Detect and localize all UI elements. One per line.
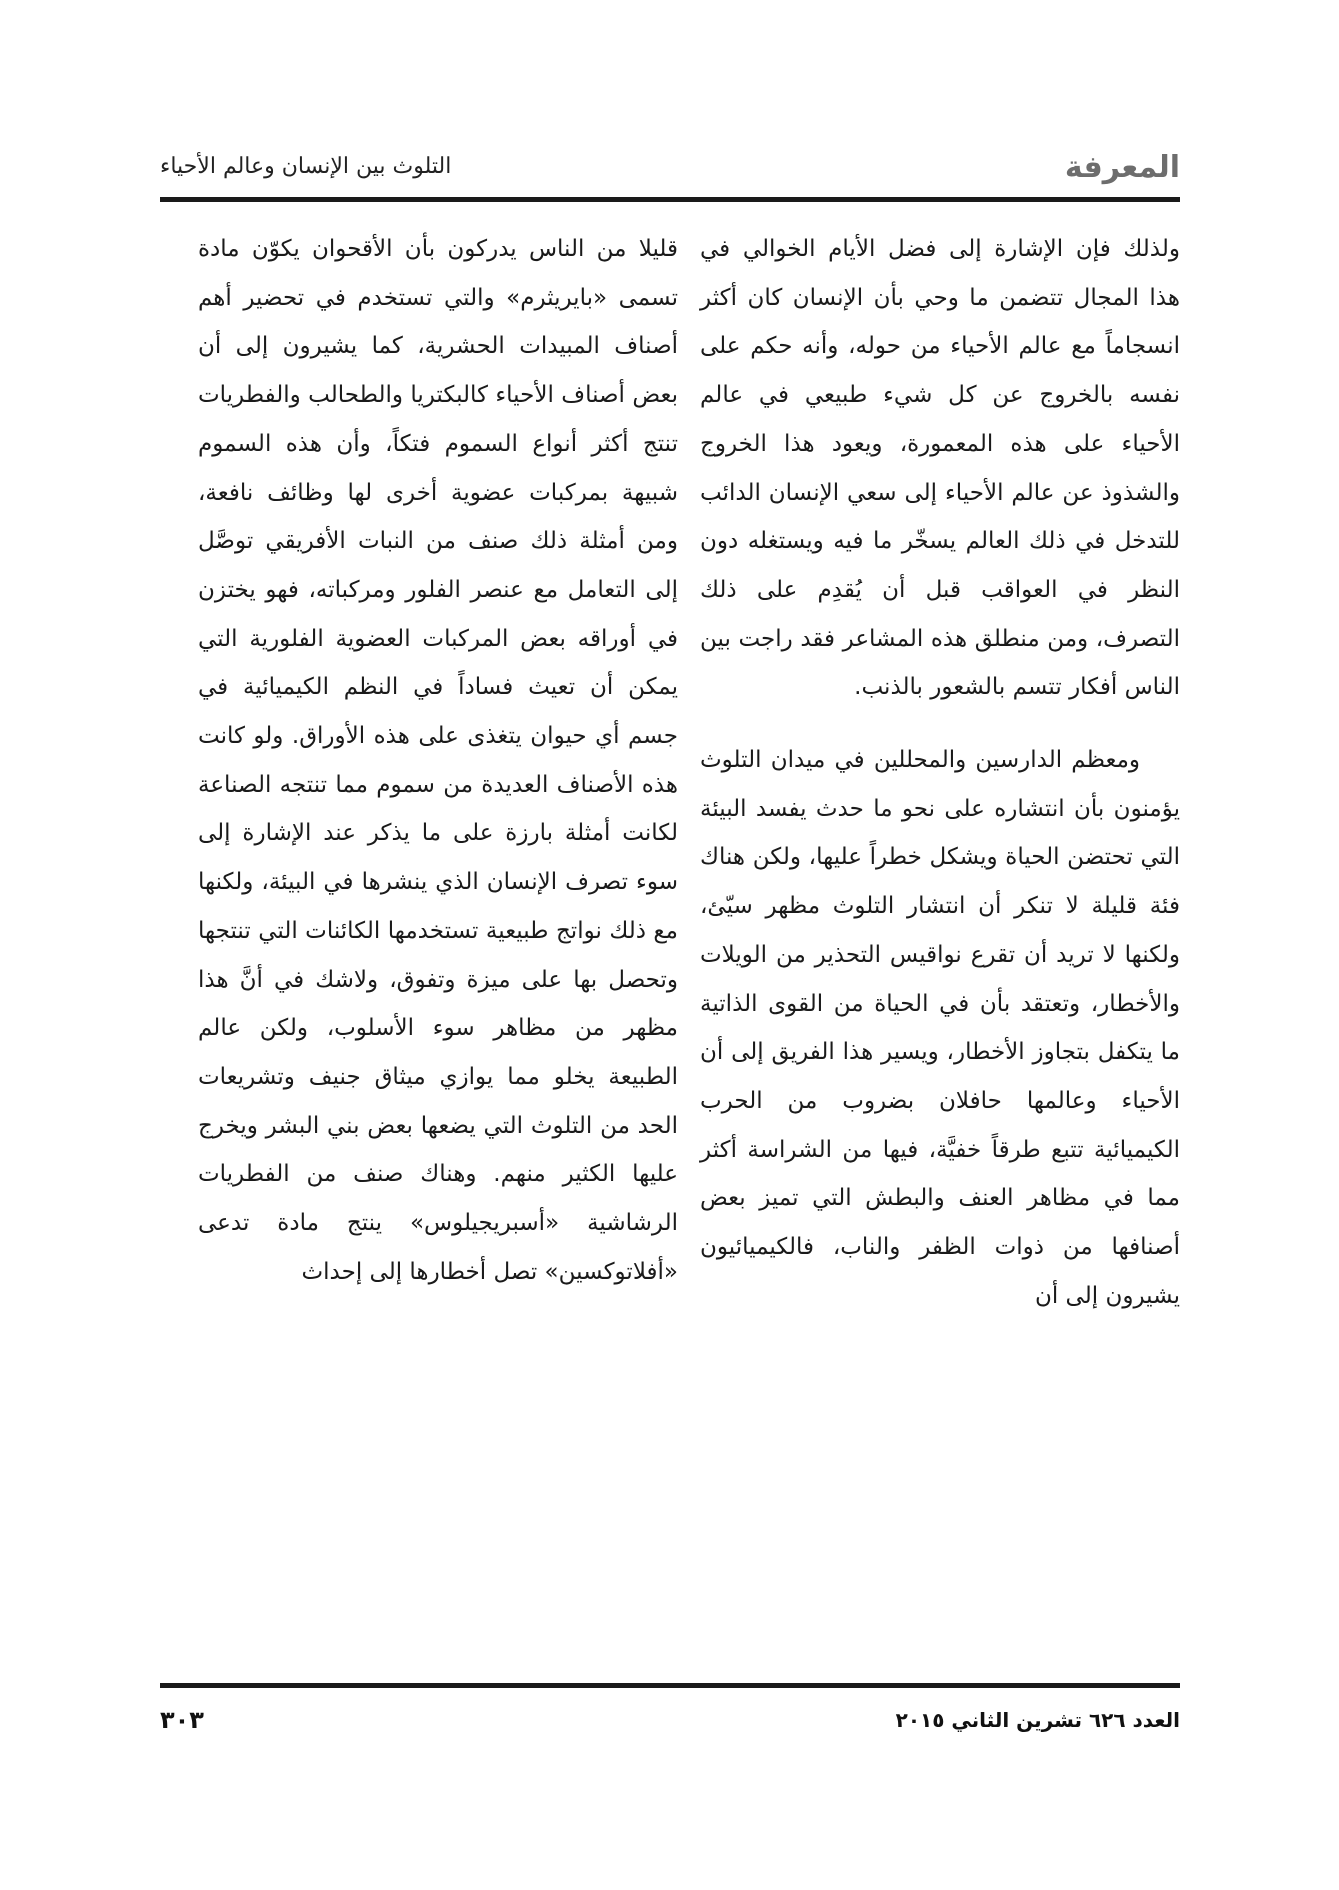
page-footer xyxy=(160,1708,1180,1748)
footer-rule xyxy=(160,1683,1180,1688)
paragraph: قليلا من الناس يدركون بأن الأقحوان يكوّن مادة تسمى «بايريثرم» والتي تستخدم في تحضير أهم أصناف المبيدات الحشرية، كما يشيرون إلى أن بعض أصناف الأحياء كالبكتريا والطحالب والفطريات تنتج أكثر أنواع السموم فتكاً، وأن هذه السموم شبيهة بمركبات عضوية أخرى لها وظائف نافعة، ومن أمثلة ذلك صنف من النبات الأفريقي توصَّل إلى التعامل مع عنصر الفلور ومركباته، فهو يختزن في أوراقه بعض المركبات العضوية الفلورية التي يمكن أن تعيث فساداً في النظم الكيميائية في جسم أي حيوان يتغذى على هذه الأوراق. ولو كانت هذه الأصناف العديدة من سموم مما تنتجه الصناعة لكانت أمثلة بارزة على ما يذكر عند الإشارة إلى سوء تصرف الإنسان الذي ينشرها في البيئة، ولكنها مع ذلك نواتج طبيعية تستخدمها الكائنات التي تنتجها وتحصل بها على ميزة وتفوق، ولاشك في أنَّ هذا مظهر من مظاهر سوء الأسلوب، ولكن عالم الطبيعة يخلو مما يوازي ميثاق جنيف وتشريعات الحد من التلوث التي يضعها بعض بني البشر ويخرج عليها الكثير منهم. وهناك صنف من الفطريات الرشاشية «أسبريجيلوس» ينتج مادة تدعى «أفلاتوكسين» تصل أخطارها إلى إحداث xyxy=(198,236,678,1285)
page-number: ٣٠٣ xyxy=(160,1706,204,1734)
right-column xyxy=(700,225,1180,1320)
left-column xyxy=(198,225,678,1296)
issue-info: العدد ٦٢٦ تشرين الثاني ٢٠١٥ xyxy=(895,1708,1180,1732)
magazine-logo: المعرفة xyxy=(1064,150,1180,185)
paragraph: ولذلك فإن الإشارة إلى فضل الأيام الخوالي في هذا المجال تتضمن ما وحي بأن الإنسان كان أكثر انسجاماً مع عالم الأحياء من حوله، وأنه حكم على نفسه بالخروج عن كل شيء طبيعي في عالم الأحياء على هذه المعمورة، ويعود هذا الخروج والشذوذ عن عالم الأحياء إلى سعي الإنسان الدائب للتدخل في ذلك العالم يسخّر ما فيه ويستغله دون النظر في العواقب قبل أن يُقدِم على ذلك التصرف، ومن منطلق هذه المشاعر فقد راجت بين الناس أفكار تتسم بالشعور بالذنب. xyxy=(700,236,1180,701)
page-header xyxy=(160,148,1180,198)
header-rule xyxy=(160,197,1180,202)
running-title: التلوث بين الإنسان وعالم الأحياء xyxy=(160,154,452,179)
paragraph: ومعظم الدارسين والمحللين في ميدان التلوث يؤمنون بأن انتشاره على نحو ما حدث يفسد البيئة التي تحتضن الحياة ويشكل خطراً عليها، ولكن هناك فئة قليلة لا تنكر أن انتشار التلوث مظهر سيّئ، ولكنها لا تريد أن تقرع نواقيس التحذير من الويلات والأخطار، وتعتقد بأن في الحياة من القوى الذاتية ما يتكفل بتجاوز الأخطار، ويسير هذا الفريق إلى أن الأحياء وعالمها حافلان بضروب من الحرب الكيميائية تتبع طرقاً خفيَّة، فيها من الشراسة أكثر مما في مظاهر العنف والبطش التي تميز بعض أصنافها من ذوات الظفر والناب، فالكيميائيون يشيرون إلى أن xyxy=(700,747,1180,1309)
